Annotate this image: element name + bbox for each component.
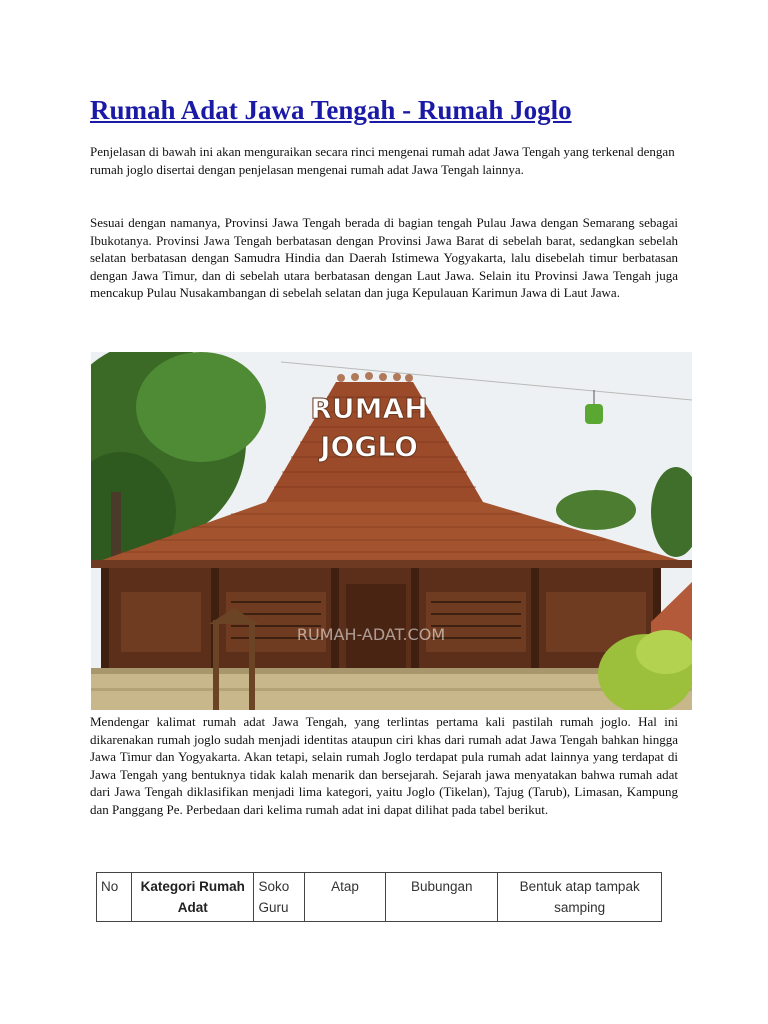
header-soko-guru: Soko Guru	[254, 873, 304, 922]
image-watermark: RUMAH-ADAT.COM	[296, 625, 446, 644]
header-bentuk-atap: Bentuk atap tampak samping	[498, 873, 662, 922]
categories-paragraph: Mendengar kalimat rumah adat Jawa Tengah, yang terlintas pertama kali pastilah rumah joglo. Hal ini dikarenakan rumah joglo sudah menjadi identitas ataupun ciri khas dari rumah adat Jawa Tengah bahkan hingga Jawa Timur dan Yogyakarta. Akan tetapi, selain rumah Joglo terdapat pula rumah adat lainnya yang terdapat di Jawa Tengah yang bentuknya tidak kalah menarik dan bersejarah. Sejarah jawa menyatakan bahwa rumah adat dari Jawa Tengah diklasifikan menjadi lima kategori, yaitu Joglo (Tikelan), Tajug (Tarub), Limasan, Kampung dan Panggang Pe. Perbedaan dari kelima rumah adat ini dapat dilihat pada tabel berikut.	[90, 714, 678, 817]
header-atap: Atap	[304, 873, 385, 922]
page-title[interactable]: Rumah Adat Jawa Tengah - Rumah Joglo	[90, 95, 572, 125]
rumah-joglo-photo	[91, 352, 692, 710]
header-no: No	[97, 873, 132, 922]
header-kategori: Kategori Rumah Adat	[131, 873, 253, 922]
image-overlay-line1: RUMAH	[310, 392, 428, 425]
geography-paragraph: Sesuai dengan namanya, Provinsi Jawa Tengah berada di bagian tengah Pulau Jawa dengan Semarang sebagai Ibukotanya. Provinsi Jawa Tengah berbatasan dengan Provinsi Jawa Barat di sebelah barat, sedangkan sebelah selatan berbatasan dengan Samudra Hindia dan Daerah Istimewa Yogyakarta, lalu disebelah timur berbatasan dengan Jawa Timur, dan di sebelah utara berbatasan dengan Laut Jawa. Selain itu Provinsi Jawa Tengah juga mencakup Pulau Nusakambangan di sebelah selatan dan juga Kepulauan Karimun Jawa di Laut Jawa.	[90, 215, 678, 300]
intro-paragraph: Penjelasan di bawah ini akan menguraikan secara rinci mengenai rumah adat Jawa Tengah yang terkenal dengan rumah joglo disertai dengan penjelasan mengenai rumah adat Jawa Tengah lainnya.	[90, 144, 675, 177]
header-bubungan: Bubungan	[386, 873, 498, 922]
table-header-row	[97, 873, 662, 922]
image-overlay-line2: JOGLO	[320, 430, 418, 463]
rumah-adat-table	[96, 872, 662, 922]
